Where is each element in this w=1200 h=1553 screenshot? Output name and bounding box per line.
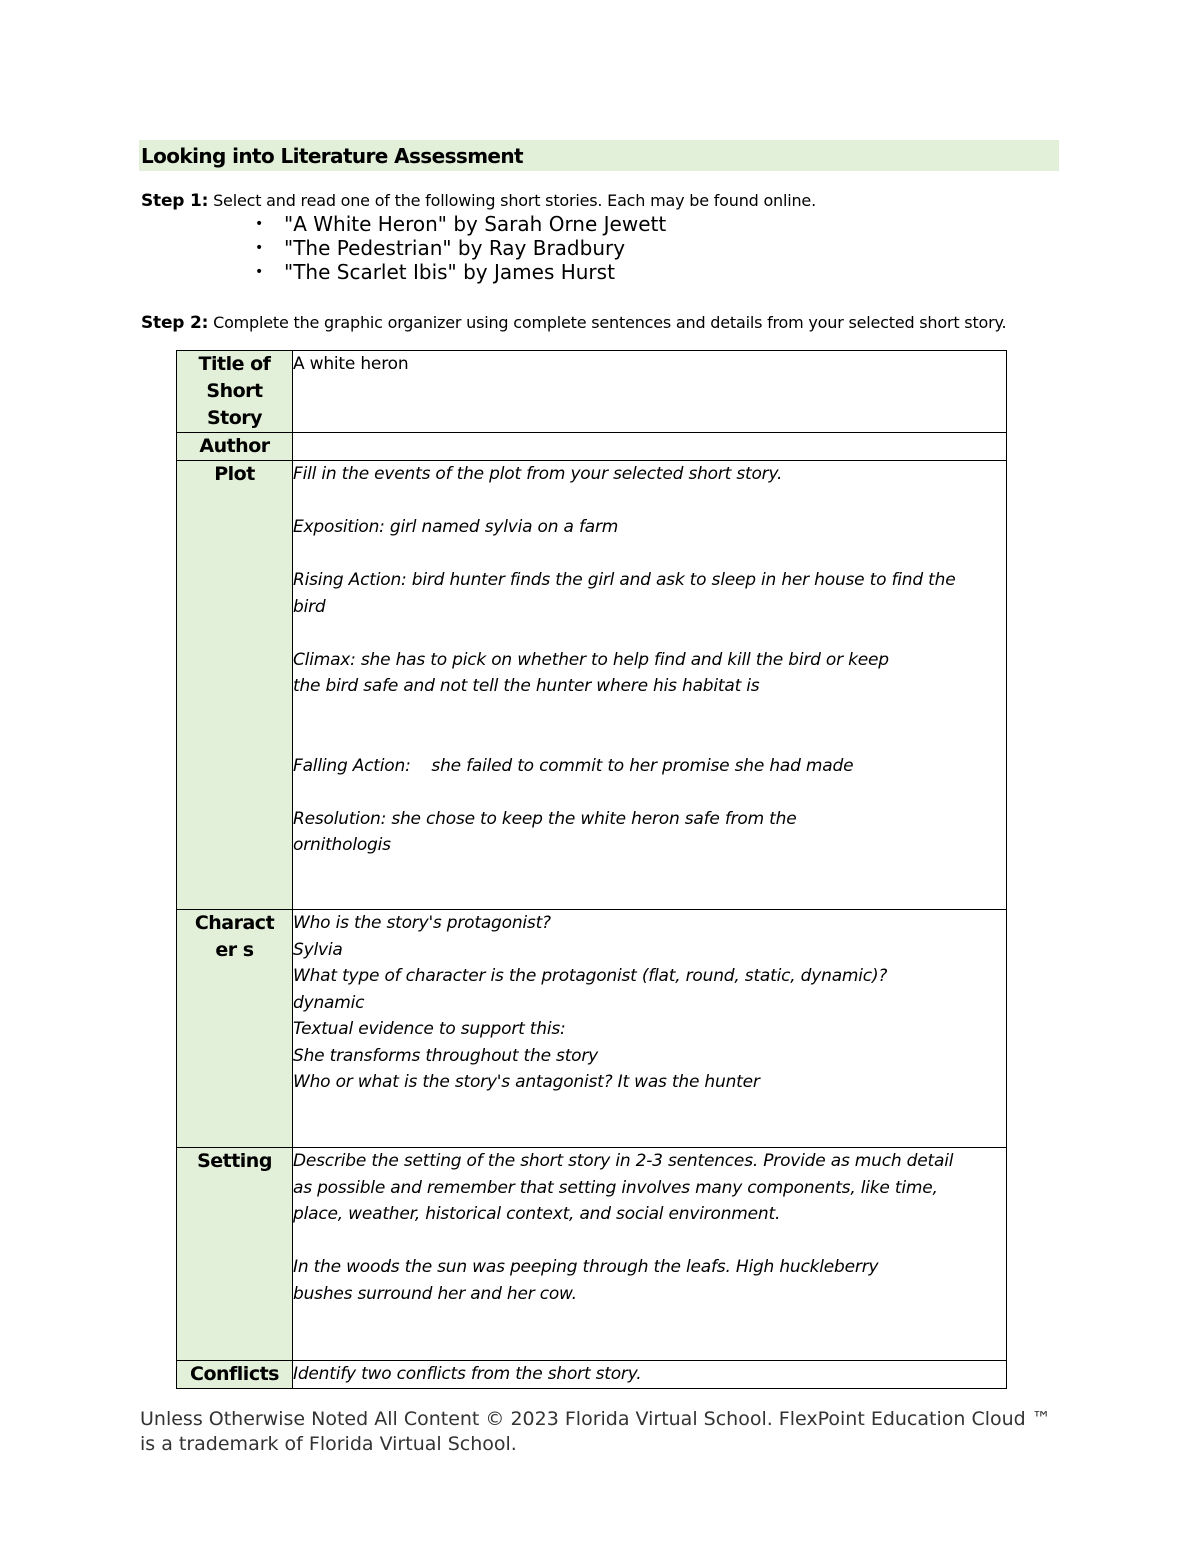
list-item xyxy=(255,212,666,236)
conflicts-label: Conflicts xyxy=(177,1361,293,1389)
story-option: "The Pedestrian" by Ray Bradbury xyxy=(284,236,626,260)
story-options-list xyxy=(255,212,666,284)
table-row-conflicts xyxy=(177,1361,1007,1389)
author-field[interactable] xyxy=(293,433,1007,461)
list-item xyxy=(255,260,666,284)
step-2-text: Complete the graphic organizer using complete sentences and details from your selected short story. xyxy=(208,313,1007,332)
story-option: "The Scarlet Ibis" by James Hurst xyxy=(284,260,615,284)
author-label: Author xyxy=(177,433,293,461)
bullet-icon: • xyxy=(255,240,264,256)
conflicts-field[interactable]: Identify two conflicts from the short story. xyxy=(293,1361,1007,1389)
setting-label: Setting xyxy=(177,1148,293,1361)
step-1-text: Select and read one of the following short stories. Each may be found online. xyxy=(208,191,816,210)
bullet-icon: • xyxy=(255,264,264,280)
step-2-label: Step 2: xyxy=(141,313,209,333)
bullet-icon: • xyxy=(255,216,264,232)
setting-field[interactable]: Describe the setting of the short story in 2-3 sentences. Provide as much detail as possible and remember that setting involves many components, like time, place, weather, historical context, and social environment. In the woods the sun was peeping through the leafs. High huckleberry bushes surround her and her cow. xyxy=(293,1148,1007,1361)
table-row-author xyxy=(177,433,1007,461)
story-option: "A White Heron" by Sarah Orne Jewett xyxy=(284,212,667,236)
step-2-instruction xyxy=(141,312,1006,334)
step-1-label: Step 1: xyxy=(141,191,209,211)
table-row-plot xyxy=(177,461,1007,910)
graphic-organizer-table xyxy=(176,350,1007,1389)
title-field[interactable]: A white heron xyxy=(293,351,1007,433)
characters-field[interactable]: Who is the story's protagonist? Sylvia What type of character is the protagonist (flat, round, static, dynamic)? dynamic Textual evidence to support this: She transforms throughout the story Who or what is the story's antagonist? It was the hunter xyxy=(293,910,1007,1148)
plot-label: Plot xyxy=(177,461,293,910)
copyright-footer: Unless Otherwise Noted All Content © 2023 Florida Virtual School. FlexPoint Education Cloud ™ is a trademark of Florida Virtual School. xyxy=(140,1408,1051,1455)
list-item xyxy=(255,236,666,260)
table-row-characters xyxy=(177,910,1007,1148)
plot-field[interactable]: Fill in the events of the plot from your selected short story. Exposition: girl named sylvia on a farm Rising Action: bird hunter finds the girl and ask to sleep in her house to find the bird Climax: she has to pick on whether to help find and kill the bird or keep the bird safe and not tell the hunter where his habitat is Falling Action: she failed to commit to her promise she had made Resolution: she chose to keep the white heron safe from the ornithologis xyxy=(293,461,1007,910)
table-row-title xyxy=(177,351,1007,433)
table-row-setting xyxy=(177,1148,1007,1361)
title-label: Title of Short Story xyxy=(177,351,293,433)
characters-label: Character s xyxy=(177,910,293,1148)
step-1-instruction xyxy=(141,190,816,212)
assessment-heading-bar xyxy=(139,140,1059,171)
page-title: Looking into Literature Assessment xyxy=(141,144,523,168)
